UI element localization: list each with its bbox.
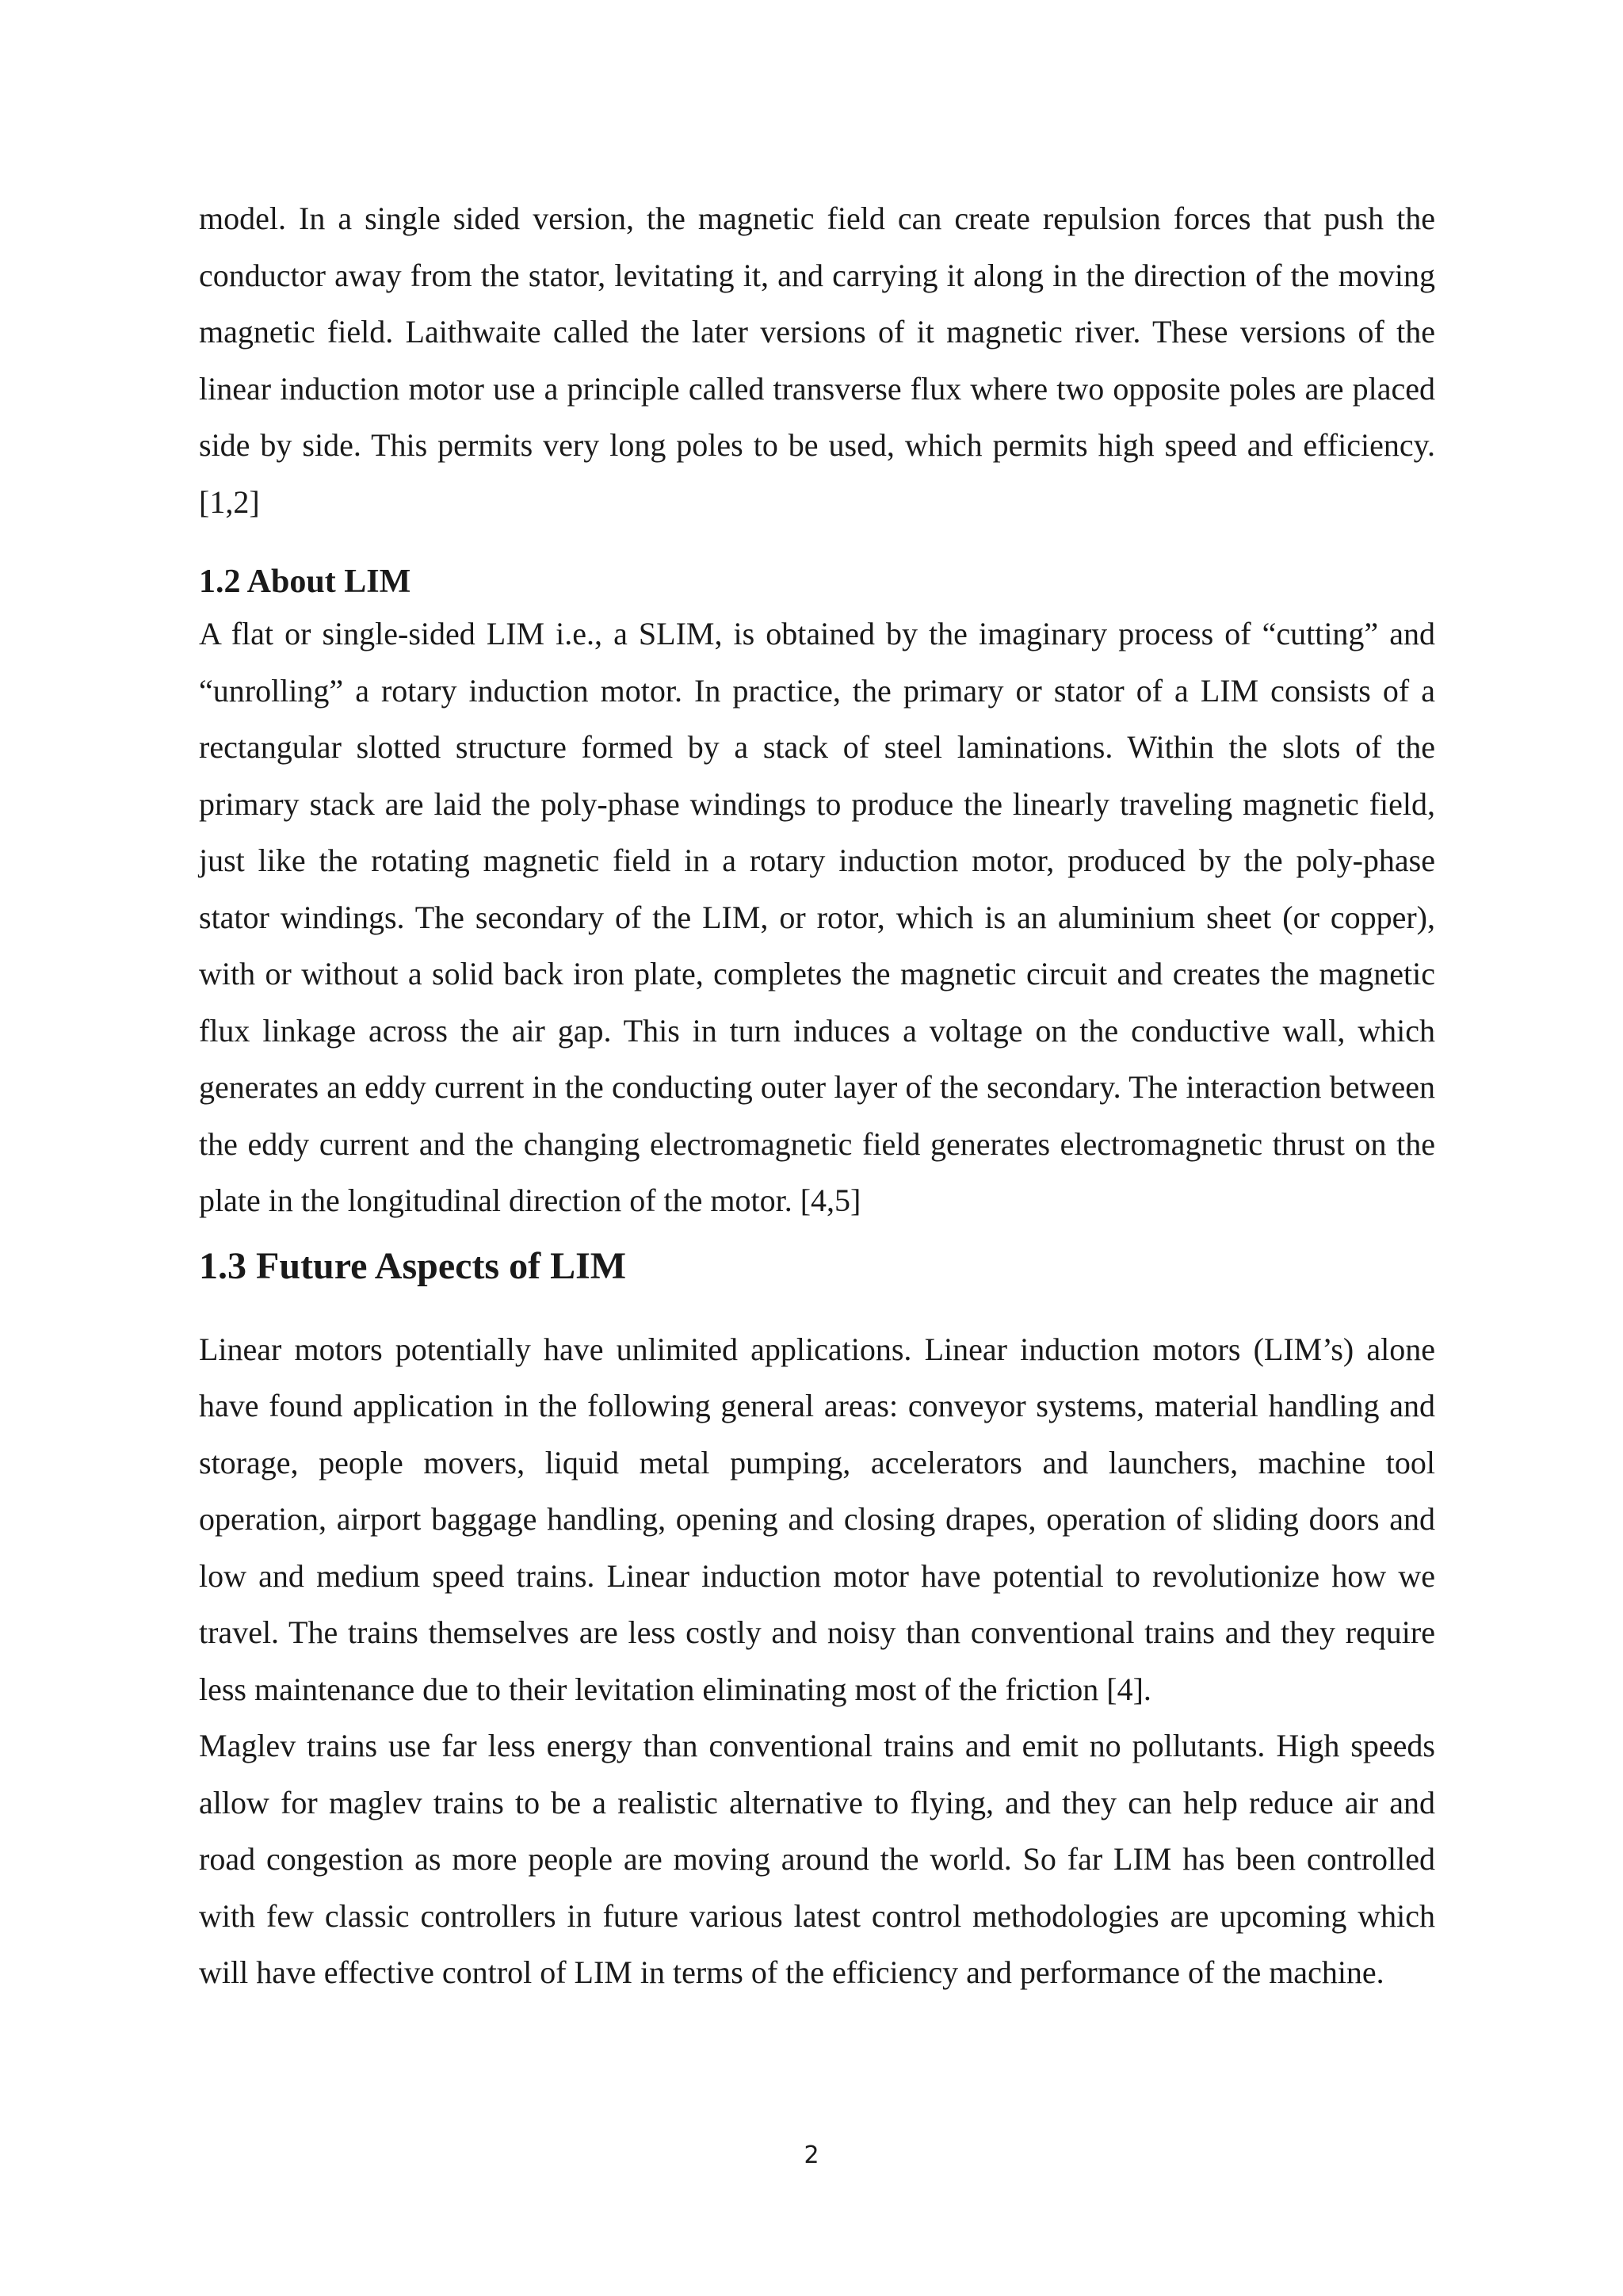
section-heading-about-lim: 1.2 About LIM [199,563,411,600]
page-number: 2 [804,2141,819,2169]
page-content [199,190,1435,2001]
future-aspects-paragraph-1: Linear motors potentially have unlimited applications. Linear induction motors (LIM’s) alone have found application in the following general areas: conveyor systems, material handling and storage, people movers, liquid metal pumping, accelerators and launchers, machine tool operation, airport baggage handling, opening and closing drapes, operation of sliding doors and low and medium speed trains. Linear induction motor have potential to revolutionize how we travel. The trains themselves are less costly and noisy than conventional trains and they require less maintenance due to their levitation eliminating most of the friction [4]. [199,1331,1435,1707]
section-heading-future-aspects: 1.3 Future Aspects of LIM [199,1244,627,1287]
future-aspects-paragraph-2: Maglev trains use far less energy than conventional trains and emit no pollutants. High speeds allow for maglev trains to be a realistic alternative to flying, and they can help reduce air and road congestion as more people are moving around the world. So far LIM has been controlled with few classic controllers in future various latest control methodologies are upcoming which will have effective control of LIM in terms of the efficiency and performance of the machine. [199,1728,1435,1990]
intro-paragraph: model. In a single sided version, the magnetic field can create repulsion forces that push the conductor away from the stator, levitating it, and carrying it along in the direction of the moving magnetic field. Laithwaite called the later versions of it magnetic river. These versions of the linear induction motor use a principle called transverse flux where two opposite poles are placed side by side. This permits very long poles to be used, which permits high speed and efficiency. [1,2] [199,201,1435,520]
about-lim-paragraph: A flat or single-sided LIM i.e., a SLIM, is obtained by the imaginary process of “cutting” and “unrolling” a rotary induction motor. In practice, the primary or stator of a LIM consists of a rectangular slotted structure formed by a stack of steel laminations. Within the slots of the primary stack are laid the poly-phase windings to produce the linearly traveling magnetic field, just like the rotating magnetic field in a rotary induction motor, produced by the poly-phase stator windings. The secondary of the LIM, or rotor, which is an aluminium sheet (or copper), with or without a solid back iron plate, completes the magnetic circuit and creates the magnetic flux linkage across the air gap. This in turn induces a voltage on the conductive wall, which generates an eddy current in the conducting outer layer of the secondary. The interaction between the eddy current and the changing electromagnetic field generates electromagnetic thrust on the plate in the longitudinal direction of the motor. [4,5] [199,616,1435,1218]
